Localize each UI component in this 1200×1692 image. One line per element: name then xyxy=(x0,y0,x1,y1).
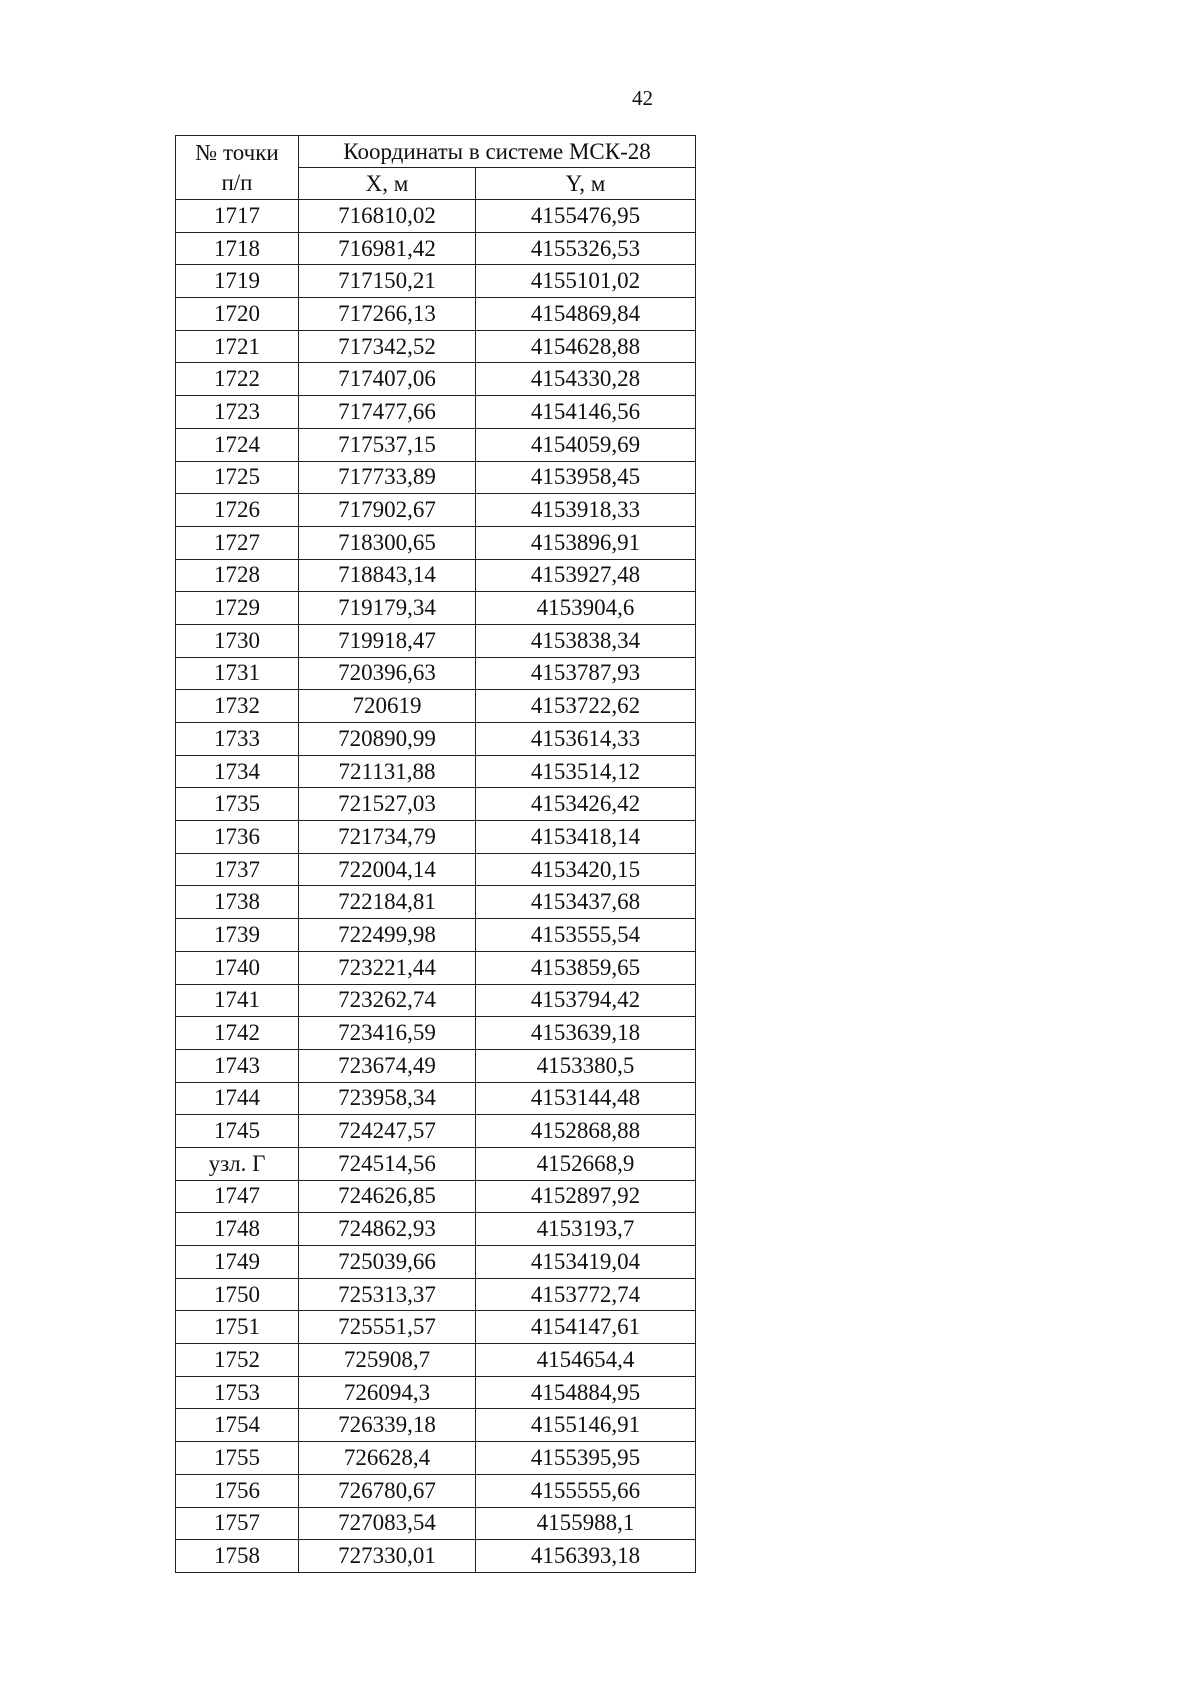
table-row xyxy=(176,1213,696,1246)
table-row xyxy=(176,1442,696,1475)
x-coordinate-cell: 723262,74 xyxy=(299,984,476,1017)
point-number-cell: 1739 xyxy=(176,919,299,952)
table-row xyxy=(176,461,696,494)
point-number-cell: 1731 xyxy=(176,657,299,690)
table-row xyxy=(176,1540,696,1573)
y-coordinate-cell: 4154654,4 xyxy=(476,1344,696,1377)
x-coordinate-cell: 724862,93 xyxy=(299,1213,476,1246)
y-coordinate-cell: 4154884,95 xyxy=(476,1376,696,1409)
y-coordinate-cell: 4152868,88 xyxy=(476,1115,696,1148)
point-number-cell: 1721 xyxy=(176,330,299,363)
table-row xyxy=(176,1082,696,1115)
table-row xyxy=(176,1507,696,1540)
y-coordinate-cell: 4153838,34 xyxy=(476,624,696,657)
x-coordinate-cell: 723674,49 xyxy=(299,1049,476,1082)
y-coordinate-cell: 4154869,84 xyxy=(476,298,696,331)
point-number-cell: 1723 xyxy=(176,396,299,429)
y-coordinate-cell: 4154147,61 xyxy=(476,1311,696,1344)
point-number-cell: 1724 xyxy=(176,428,299,461)
point-number-cell: 1741 xyxy=(176,984,299,1017)
table-row xyxy=(176,363,696,396)
x-coordinate-cell: 718843,14 xyxy=(299,559,476,592)
y-coordinate-cell: 4153144,48 xyxy=(476,1082,696,1115)
x-coordinate-cell: 723416,59 xyxy=(299,1017,476,1050)
x-coordinate-cell: 724247,57 xyxy=(299,1115,476,1148)
y-coordinate-cell: 4153794,42 xyxy=(476,984,696,1017)
y-coordinate-cell: 4153426,42 xyxy=(476,788,696,821)
header-point-number xyxy=(176,136,299,200)
table-row xyxy=(176,428,696,461)
y-coordinate-cell: 4155555,66 xyxy=(476,1474,696,1507)
table-row xyxy=(176,232,696,265)
point-number-cell: 1738 xyxy=(176,886,299,919)
point-number-cell: 1720 xyxy=(176,298,299,331)
x-coordinate-cell: 725908,7 xyxy=(299,1344,476,1377)
y-coordinate-cell: 4153958,45 xyxy=(476,461,696,494)
point-number-cell: 1725 xyxy=(176,461,299,494)
y-coordinate-cell: 4154628,88 xyxy=(476,330,696,363)
table-row xyxy=(176,1376,696,1409)
table-row xyxy=(176,200,696,233)
x-coordinate-cell: 717150,21 xyxy=(299,265,476,298)
x-coordinate-cell: 720890,99 xyxy=(299,723,476,756)
header-point-line2: п/п xyxy=(221,169,253,195)
y-coordinate-cell: 4153896,91 xyxy=(476,526,696,559)
table-row xyxy=(176,1115,696,1148)
y-coordinate-cell: 4153193,7 xyxy=(476,1213,696,1246)
x-coordinate-cell: 724514,56 xyxy=(299,1147,476,1180)
table-row xyxy=(176,1474,696,1507)
y-coordinate-cell: 4155146,91 xyxy=(476,1409,696,1442)
point-number-cell: 1752 xyxy=(176,1344,299,1377)
table-row xyxy=(176,1278,696,1311)
x-coordinate-cell: 722184,81 xyxy=(299,886,476,919)
x-coordinate-cell: 727330,01 xyxy=(299,1540,476,1573)
table-row xyxy=(176,592,696,625)
y-coordinate-cell: 4153420,15 xyxy=(476,853,696,886)
x-coordinate-cell: 721131,88 xyxy=(299,755,476,788)
header-y: Y, м xyxy=(476,168,696,200)
table-row xyxy=(176,951,696,984)
x-coordinate-cell: 718300,65 xyxy=(299,526,476,559)
y-coordinate-cell: 4153859,65 xyxy=(476,951,696,984)
table-row xyxy=(176,1147,696,1180)
x-coordinate-cell: 717407,06 xyxy=(299,363,476,396)
table-row xyxy=(176,723,696,756)
x-coordinate-cell: 716981,42 xyxy=(299,232,476,265)
y-coordinate-cell: 4155988,1 xyxy=(476,1507,696,1540)
table-row xyxy=(176,984,696,1017)
point-number-cell: 1745 xyxy=(176,1115,299,1148)
x-coordinate-cell: 726628,4 xyxy=(299,1442,476,1475)
x-coordinate-cell: 720396,63 xyxy=(299,657,476,690)
point-number-cell: 1730 xyxy=(176,624,299,657)
y-coordinate-cell: 4152897,92 xyxy=(476,1180,696,1213)
table-row xyxy=(176,1180,696,1213)
table-row xyxy=(176,526,696,559)
point-number-cell: 1718 xyxy=(176,232,299,265)
table-row xyxy=(176,1246,696,1279)
point-number-cell: 1735 xyxy=(176,788,299,821)
x-coordinate-cell: 719918,47 xyxy=(299,624,476,657)
x-coordinate-cell: 726339,18 xyxy=(299,1409,476,1442)
y-coordinate-cell: 4153918,33 xyxy=(476,494,696,527)
table-row xyxy=(176,919,696,952)
table-row xyxy=(176,1311,696,1344)
x-coordinate-cell: 726780,67 xyxy=(299,1474,476,1507)
table-row xyxy=(176,559,696,592)
y-coordinate-cell: 4153419,04 xyxy=(476,1246,696,1279)
x-coordinate-cell: 717477,66 xyxy=(299,396,476,429)
x-coordinate-cell: 720619 xyxy=(299,690,476,723)
table-row xyxy=(176,1344,696,1377)
table-row xyxy=(176,330,696,363)
y-coordinate-cell: 4154146,56 xyxy=(476,396,696,429)
table-row xyxy=(176,494,696,527)
y-coordinate-cell: 4153722,62 xyxy=(476,690,696,723)
point-number-cell: 1737 xyxy=(176,853,299,886)
point-number-cell: 1749 xyxy=(176,1246,299,1279)
point-number-cell: 1732 xyxy=(176,690,299,723)
header-coordinate-system: Координаты в системе МСК-28 xyxy=(299,136,696,168)
y-coordinate-cell: 4156393,18 xyxy=(476,1540,696,1573)
x-coordinate-cell: 722499,98 xyxy=(299,919,476,952)
header-point-line1: № точки xyxy=(195,139,279,165)
y-coordinate-cell: 4153927,48 xyxy=(476,559,696,592)
y-coordinate-cell: 4153614,33 xyxy=(476,723,696,756)
point-number-cell: 1747 xyxy=(176,1180,299,1213)
point-number-cell: 1754 xyxy=(176,1409,299,1442)
point-number-cell: 1729 xyxy=(176,592,299,625)
x-coordinate-cell: 722004,14 xyxy=(299,853,476,886)
point-number-cell: 1751 xyxy=(176,1311,299,1344)
y-coordinate-cell: 4153380,5 xyxy=(476,1049,696,1082)
table-row xyxy=(176,755,696,788)
point-number-cell: 1744 xyxy=(176,1082,299,1115)
table-row xyxy=(176,396,696,429)
x-coordinate-cell: 716810,02 xyxy=(299,200,476,233)
table-header xyxy=(176,136,696,200)
table-row xyxy=(176,298,696,331)
table-row xyxy=(176,657,696,690)
y-coordinate-cell: 4155101,02 xyxy=(476,265,696,298)
point-number-cell: 1726 xyxy=(176,494,299,527)
table-row xyxy=(176,624,696,657)
table-row xyxy=(176,853,696,886)
point-number-cell: 1734 xyxy=(176,755,299,788)
x-coordinate-cell: 723958,34 xyxy=(299,1082,476,1115)
point-number-cell: 1733 xyxy=(176,723,299,756)
x-coordinate-cell: 726094,3 xyxy=(299,1376,476,1409)
y-coordinate-cell: 4153418,14 xyxy=(476,821,696,854)
point-number-cell: 1719 xyxy=(176,265,299,298)
y-coordinate-cell: 4155395,95 xyxy=(476,1442,696,1475)
x-coordinate-cell: 721527,03 xyxy=(299,788,476,821)
table-row xyxy=(176,1049,696,1082)
x-coordinate-cell: 719179,34 xyxy=(299,592,476,625)
point-number-cell: узл. Г xyxy=(176,1147,299,1180)
point-number-cell: 1743 xyxy=(176,1049,299,1082)
point-number-cell: 1750 xyxy=(176,1278,299,1311)
y-coordinate-cell: 4153772,74 xyxy=(476,1278,696,1311)
y-coordinate-cell: 4153639,18 xyxy=(476,1017,696,1050)
y-coordinate-cell: 4153437,68 xyxy=(476,886,696,919)
x-coordinate-cell: 725039,66 xyxy=(299,1246,476,1279)
table-row xyxy=(176,788,696,821)
table-row xyxy=(176,1017,696,1050)
x-coordinate-cell: 717902,67 xyxy=(299,494,476,527)
point-number-cell: 1727 xyxy=(176,526,299,559)
y-coordinate-cell: 4152668,9 xyxy=(476,1147,696,1180)
point-number-cell: 1740 xyxy=(176,951,299,984)
table-row xyxy=(176,265,696,298)
table-row xyxy=(176,690,696,723)
x-coordinate-cell: 717733,89 xyxy=(299,461,476,494)
y-coordinate-cell: 4154059,69 xyxy=(476,428,696,461)
y-coordinate-cell: 4154330,28 xyxy=(476,363,696,396)
header-x: X, м xyxy=(299,168,476,200)
x-coordinate-cell: 727083,54 xyxy=(299,1507,476,1540)
table-body xyxy=(176,200,696,1573)
point-number-cell: 1753 xyxy=(176,1376,299,1409)
x-coordinate-cell: 724626,85 xyxy=(299,1180,476,1213)
y-coordinate-cell: 4153904,6 xyxy=(476,592,696,625)
x-coordinate-cell: 725551,57 xyxy=(299,1311,476,1344)
table-row xyxy=(176,1409,696,1442)
point-number-cell: 1748 xyxy=(176,1213,299,1246)
point-number-cell: 1755 xyxy=(176,1442,299,1475)
point-number-cell: 1756 xyxy=(176,1474,299,1507)
y-coordinate-cell: 4155326,53 xyxy=(476,232,696,265)
table-row xyxy=(176,886,696,919)
point-number-cell: 1758 xyxy=(176,1540,299,1573)
point-number-cell: 1717 xyxy=(176,200,299,233)
x-coordinate-cell: 721734,79 xyxy=(299,821,476,854)
coordinates-table xyxy=(175,135,696,1573)
y-coordinate-cell: 4153555,54 xyxy=(476,919,696,952)
y-coordinate-cell: 4155476,95 xyxy=(476,200,696,233)
point-number-cell: 1742 xyxy=(176,1017,299,1050)
point-number-cell: 1736 xyxy=(176,821,299,854)
y-coordinate-cell: 4153514,12 xyxy=(476,755,696,788)
y-coordinate-cell: 4153787,93 xyxy=(476,657,696,690)
x-coordinate-cell: 717537,15 xyxy=(299,428,476,461)
table-row xyxy=(176,821,696,854)
point-number-cell: 1757 xyxy=(176,1507,299,1540)
point-number-cell: 1728 xyxy=(176,559,299,592)
x-coordinate-cell: 717266,13 xyxy=(299,298,476,331)
page-number: 42 xyxy=(632,86,653,110)
x-coordinate-cell: 717342,52 xyxy=(299,330,476,363)
x-coordinate-cell: 725313,37 xyxy=(299,1278,476,1311)
x-coordinate-cell: 723221,44 xyxy=(299,951,476,984)
point-number-cell: 1722 xyxy=(176,363,299,396)
